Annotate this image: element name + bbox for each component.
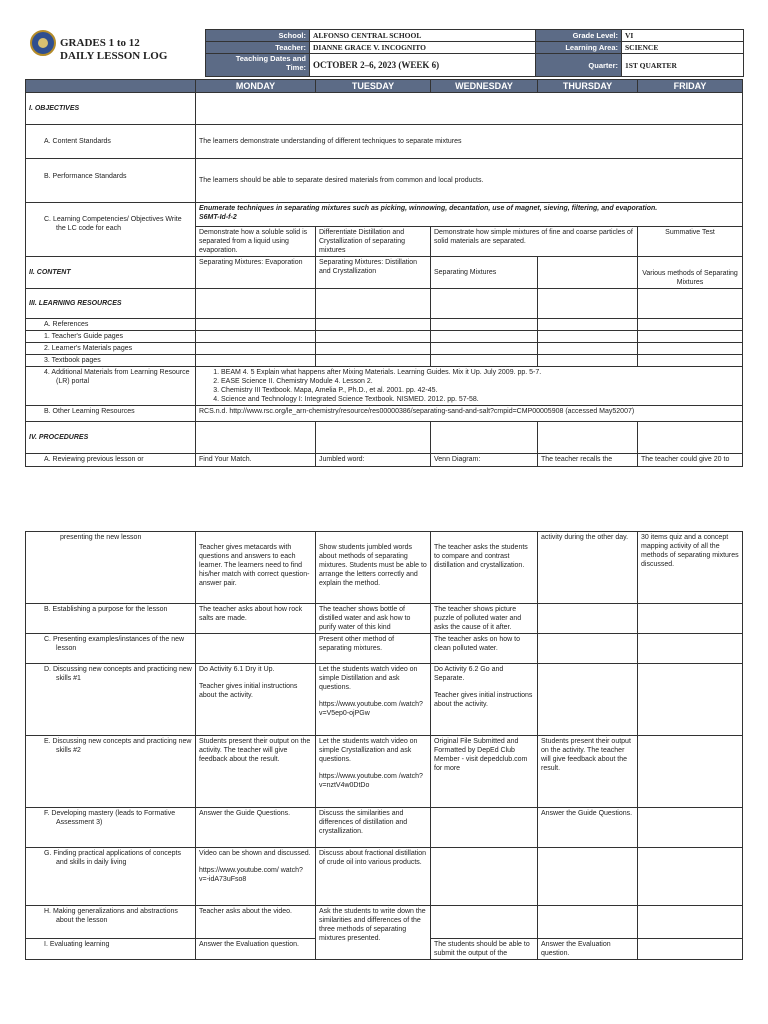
- day-header-wednesday: WEDNESDAY: [431, 80, 538, 93]
- day-header-thursday: THURSDAY: [538, 80, 638, 93]
- proc-b-label: B. Establishing a purpose for the lesson: [26, 604, 196, 634]
- proc-a-friday: The teacher could give 20 to: [638, 454, 743, 467]
- proc-e-label: E. Discussing new concepts and practicing new skills #2: [26, 736, 196, 808]
- proc-f-thursday: Answer the Guide Questions.: [538, 808, 638, 848]
- proc-a-label-cont: presenting the new lesson: [26, 532, 196, 604]
- proc-i-thursday: Answer the Evaluation question.: [538, 939, 638, 960]
- proc-c-label: C. Presenting examples/instances of the new lesson: [26, 634, 196, 664]
- proc-g-label: G. Finding practical applications of concepts and skills in daily living: [26, 848, 196, 906]
- proc-a-thursday: The teacher recalls the: [538, 454, 638, 467]
- dates-label: Teaching Dates and Time:: [206, 54, 310, 77]
- proc-a-monday: Find Your Match.: [196, 454, 316, 467]
- corner-cell: [26, 80, 196, 93]
- competencies-value: Enumerate techniques in separating mixtures such as picking, winnowing, decantation, use of magnet, sieving, filtering, and evaporation. S6MT-Id-f-2: [196, 203, 743, 227]
- day-header-friday: FRIDAY: [638, 80, 743, 93]
- content-tuesday: Separating Mixtures: Distillation and Crystallization: [316, 257, 431, 289]
- proc-b-monday: The teacher asks about how rock salts are made.: [196, 604, 316, 634]
- proc-d-wednesday: Do Activity 6.2 Go and Separate. Teacher gives initial instructions about the activity.: [431, 664, 538, 736]
- proc-e-tuesday: Let the students watch video on simple Crystallization and ask questions. https://www.youtube.com /watch?v=nztV4w0DtDo: [316, 736, 431, 808]
- deped-seal-icon: [30, 30, 56, 56]
- video-link[interactable]: https://www.youtube.com /watch?v=nztV4w0DtDo: [319, 773, 423, 789]
- proc-h-label: H. Making generalizations and abstractions about the lesson: [26, 906, 196, 939]
- textbook-pages-label: 3. Textbook pages: [26, 355, 196, 367]
- learners-materials-label: 2. Learner's Materials pages: [26, 343, 196, 355]
- content-standards-label: A. Content Standards: [26, 125, 196, 159]
- proc-i-label: I. Evaluating learning: [26, 939, 196, 960]
- proc-a-monday-detail: Teacher gives metacards with questions and answers to each learner. The learners need to find his/her match with correct question-answer pair.: [196, 532, 316, 604]
- quarter-value: 1ST QUARTER: [622, 54, 744, 77]
- school-value: ALFONSO CENTRAL SCHOOL: [310, 30, 536, 42]
- proc-f-tuesday: Discuss the similarities and differences of distillation and crystallization.: [316, 808, 431, 848]
- proc-h-tuesday: Ask the students to write down the similarities and differences of the three methods of separating mixtures presented.: [316, 906, 431, 960]
- proc-i-monday: Answer the Evaluation question.: [196, 939, 316, 960]
- teachers-guide-label: 1. Teacher's Guide pages: [26, 331, 196, 343]
- proc-g-tuesday: Discuss about fractional distillation of crude oil into various products.: [316, 848, 431, 906]
- proc-g-monday: Video can be shown and discussed. https://www.youtube.com/ watch?v=-idA73uFso8: [196, 848, 316, 906]
- competency-tuesday: Differentiate Distillation and Crystallization of separating mixtures: [316, 227, 431, 257]
- section-objectives: I. OBJECTIVES: [26, 93, 196, 125]
- section-learning-resources: III. LEARNING RESOURCES: [26, 289, 196, 319]
- material-item: 2. EASE Science II. Chemistry Module 4. Lesson 2.: [221, 377, 739, 386]
- competency-wed-thu: Demonstrate how simple mixtures of fine and coarse particles of solid materials are separated.: [431, 227, 638, 257]
- proc-a-wednesday: Venn Diagram:: [431, 454, 538, 467]
- references-label: A. References: [26, 319, 196, 331]
- proc-c-tuesday: Present other method of separating mixtures.: [316, 634, 431, 664]
- header-info-table: [205, 29, 744, 77]
- grade-label: Grade Level:: [536, 30, 622, 42]
- content-friday: Various methods of Separating Mixtures: [638, 257, 743, 289]
- proc-a-tuesday: Jumbled word:: [316, 454, 431, 467]
- section-content: II. CONTENT: [26, 257, 196, 289]
- day-header-monday: MONDAY: [196, 80, 316, 93]
- teacher-value: DIANNE GRACE V. INCOGNITO: [310, 42, 536, 54]
- proc-e-monday: Students present their output on the activity. The teacher will give feedback about the result.: [196, 736, 316, 808]
- proc-f-label: F. Developing mastery (leads to Formative Assessment 3): [26, 808, 196, 848]
- teacher-label: Teacher:: [206, 42, 310, 54]
- proc-d-monday: Do Activity 6.1 Dry it Up. Teacher gives initial instructions about the activity.: [196, 664, 316, 736]
- competency-friday: Summative Test: [638, 227, 743, 257]
- content-wednesday: Separating Mixtures: [431, 257, 538, 289]
- other-resources-value: RCS.n.d. http://www.rsc.org/le_arn-chemistry/resource/res00000386/separating-sand-and-salt?cmpid=CMP00005908 (accessed May52007): [196, 406, 743, 422]
- additional-materials-list: [196, 367, 743, 406]
- proc-a-friday-detail: 30 items quiz and a concept mapping activity of all the methods of separating mixtures discussed.: [638, 532, 743, 604]
- video-link[interactable]: https://www.youtube.com /watch?v=V5ep0-ojPGw: [319, 701, 423, 717]
- dates-value: OCTOBER 2–6, 2023 (WEEK 6): [310, 54, 536, 77]
- performance-standards-value: The learners should be able to separate desired materials from common and local products.: [196, 159, 743, 203]
- area-value: SCIENCE: [622, 42, 744, 54]
- material-item: 4. Science and Technology I: Integrated Science Textbook. NISMED. 2012. pp. 57-58.: [221, 395, 739, 404]
- proc-h-monday: Teacher asks about the video.: [196, 906, 316, 939]
- material-item: 3. Chemistry III Textbook. Mapa, Amelia P., Ph.D., et al. 2001. pp. 42-45.: [221, 386, 739, 395]
- competencies-label: C. Learning Competencies/ Objectives Write the LC code for each: [26, 203, 196, 257]
- proc-d-tuesday: Let the students watch video on simple Distillation and ask questions. https://www.youtube.com /watch?v=V5ep0-ojPGw: [316, 664, 431, 736]
- performance-standards-label: B. Performance Standards: [26, 159, 196, 203]
- competency-monday: Demonstrate how a soluble solid is separated from a liquid using evaporation.: [196, 227, 316, 257]
- content-standards-value: The learners demonstrate understanding of different techniques to separate mixtures: [196, 125, 743, 159]
- material-item: 1. BEAM 4. 5 Explain what happens after Mixing Materials. Learning Guides. Mix it Up. July 2009. pp. 5-7.: [221, 368, 739, 377]
- day-header-tuesday: TUESDAY: [316, 80, 431, 93]
- lesson-log-table-page1: [25, 79, 743, 467]
- lesson-log-table-page2: [25, 531, 743, 960]
- proc-f-monday: Answer the Guide Questions.: [196, 808, 316, 848]
- proc-e-wednesday: Original File Submitted and Formatted by DepEd Club Member - visit depedclub.com for more: [431, 736, 538, 808]
- proc-c-wednesday: The teacher asks on how to clean polluted water.: [431, 634, 538, 664]
- grade-value: VI: [622, 30, 744, 42]
- quarter-label: Quarter:: [536, 54, 622, 77]
- area-label: Learning Area:: [536, 42, 622, 54]
- document-title: GRADES 1 to 12 DAILY LESSON LOG: [60, 37, 168, 62]
- content-monday: Separating Mixtures: Evaporation: [196, 257, 316, 289]
- proc-a-thursday-detail: activity during the other day.: [538, 532, 638, 604]
- proc-b-wednesday: The teacher shows picture puzzle of polluted water and asks the cause of it after.: [431, 604, 538, 634]
- other-resources-label: B. Other Learning Resources: [26, 406, 196, 422]
- section-procedures: IV. PROCEDURES: [26, 422, 196, 454]
- proc-b-tuesday: The teacher shows bottle of distilled water and ask how to purify water of this kind: [316, 604, 431, 634]
- proc-a-label: A. Reviewing previous lesson or: [26, 454, 196, 467]
- proc-i-wednesday: The students should be able to submit the output of the: [431, 939, 538, 960]
- proc-e-thursday: Students present their output on the activity. The teacher will give feedback about the result.: [538, 736, 638, 808]
- proc-d-label: D. Discussing new concepts and practicing new skills #1: [26, 664, 196, 736]
- video-link[interactable]: https://www.youtube.com/ watch?v=-idA73uFso8: [199, 867, 303, 883]
- additional-materials-label: 4. Additional Materials from Learning Resource (LR) portal: [26, 367, 196, 406]
- school-label: School:: [206, 30, 310, 42]
- proc-a-wednesday-detail: The teacher asks the students to compare and contrast distillation and crystallization.: [431, 532, 538, 604]
- proc-a-tuesday-detail: Show students jumbled words about methods of separating mixtures. Students must be able to arrange the letters correctly and explain the method.: [316, 532, 431, 604]
